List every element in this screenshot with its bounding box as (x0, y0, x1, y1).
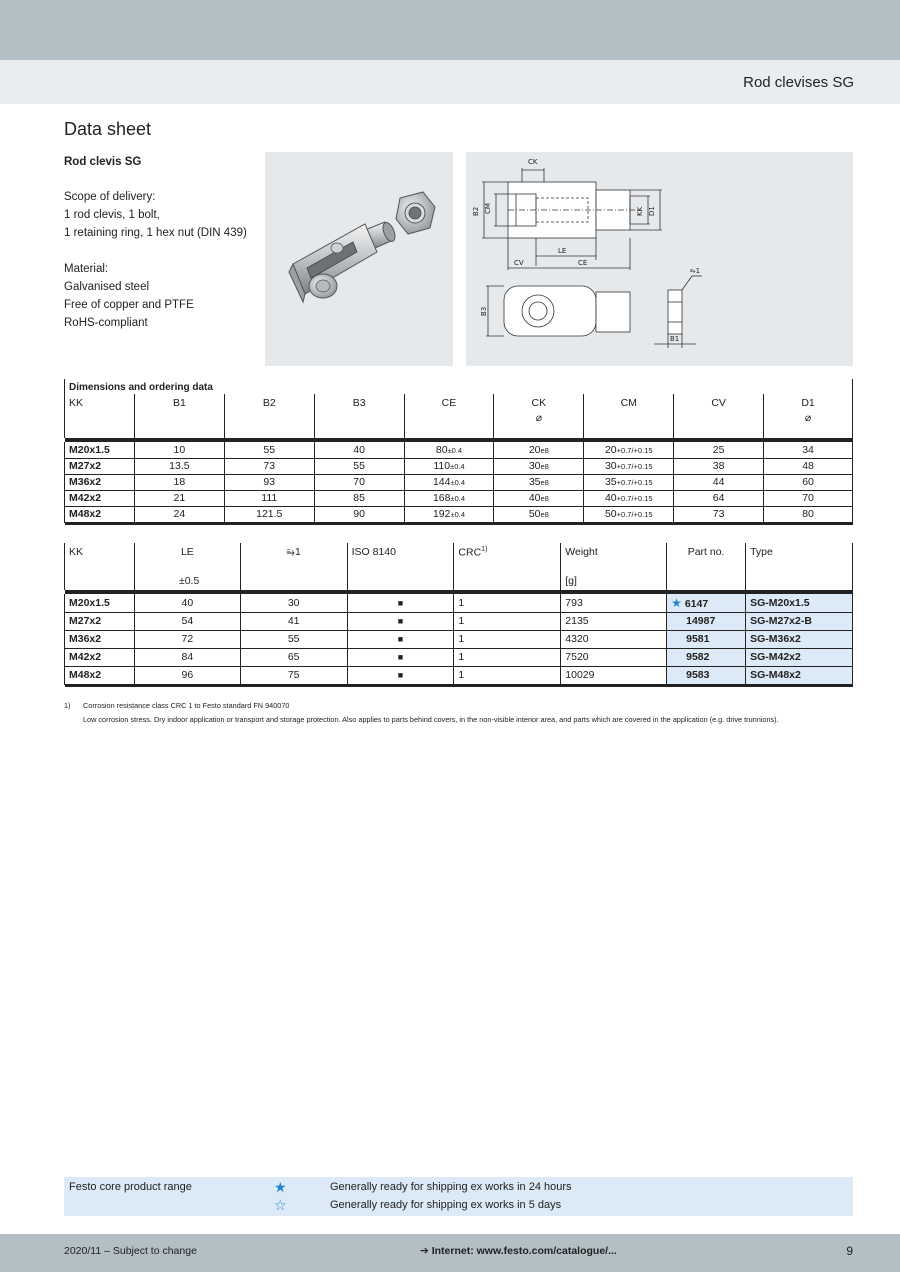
col-header: B3 (314, 394, 404, 438)
col-header-crc: CRC$^{1)}$ (454, 543, 561, 590)
cell-ck: 35e8 (494, 474, 584, 490)
label-b2: B2 (472, 206, 480, 216)
table-caption: Dimensions and ordering data (65, 379, 853, 394)
legend-24h: Generally ready for shipping ex works in 24 hours (330, 1181, 572, 1193)
cell-cm: 40+0.7/+0.15 (584, 490, 674, 506)
cell-cv: 25 (674, 442, 764, 458)
scope-line: Scope of delivery: (64, 191, 156, 203)
cell-ck: 50e8 (494, 506, 584, 522)
section-title: Rod clevises SG (743, 74, 854, 91)
col-header-wrench (240, 543, 347, 590)
cell-type: SG-M48x2 (746, 666, 853, 684)
footnote-line: Low corrosion stress. Dry indoor application or transport and storage protection. Also applies to parts behind covers, in the non-visible interior area, and parts which are covered in the application (e.g. drive trunnions). (83, 715, 779, 724)
page-number: 9 (846, 1244, 853, 1258)
cell-le: 72 (134, 630, 240, 648)
cell-cv: 64 (674, 490, 764, 506)
table-row (65, 594, 853, 612)
label-le: LE (558, 247, 567, 255)
diameter-icon: ⌀ (535, 412, 543, 424)
product-photo (265, 152, 453, 366)
table-row (65, 612, 853, 630)
legend-label: Festo core product range (69, 1181, 192, 1193)
cell-b1: 21 (134, 490, 224, 506)
cell-crc: 1 (454, 666, 561, 684)
cell-crc: 1 (454, 630, 561, 648)
cell-ce: 144±0.4 (404, 474, 494, 490)
cell-kk: M48x2 (65, 666, 135, 684)
cell-ce: 168±0.4 (404, 490, 494, 506)
footer-link[interactable]: ➔ Internet: www.festo.com/catalogue/... (420, 1245, 617, 1257)
cell-part: 14987 (667, 612, 746, 630)
cell-cv: 73 (674, 506, 764, 522)
footer-date: 2020/11 – Subject to change (64, 1245, 197, 1257)
cell-kk: M20x1.5 (65, 442, 135, 458)
col-header-type: Type (746, 543, 853, 590)
cell-iso: ■ (347, 630, 454, 648)
core-range-legend (64, 1177, 853, 1216)
cell-wrench: 30 (240, 594, 347, 612)
material-line: Material: (64, 263, 109, 275)
col-header: KK (65, 394, 135, 438)
wrench-size-icon: ⥱1 (286, 546, 301, 558)
ordering-table (64, 543, 853, 687)
col-header: B1 (134, 394, 224, 438)
table-row (65, 506, 853, 522)
col-header-iso: ISO 8140 (347, 543, 454, 590)
col-header-le: LE ±0.5 (134, 543, 240, 590)
cell-d1: 70 (764, 490, 853, 506)
col-header: CK ⌀ (494, 394, 584, 438)
cell-cm: 50+0.7/+0.15 (584, 506, 674, 522)
product-heading: Rod clevis SG (64, 156, 142, 168)
cell-kk: M20x1.5 (65, 594, 135, 612)
cell-ck: 20e8 (494, 442, 584, 458)
label-cm: CM (484, 203, 492, 214)
cell-iso: ■ (347, 612, 454, 630)
cell-cm: 30+0.7/+0.15 (584, 458, 674, 474)
cell-kk: M36x2 (65, 474, 135, 490)
cell-b2: 73 (224, 458, 314, 474)
col-header: D1 ⌀ (764, 394, 853, 438)
label-kk: KK (636, 206, 644, 216)
table-row (65, 490, 853, 506)
cell-wrench: 55 (240, 630, 347, 648)
cell-cv: 44 (674, 474, 764, 490)
cell-cm: 20+0.7/+0.15 (584, 442, 674, 458)
cell-d1: 80 (764, 506, 853, 522)
cell-kk: M36x2 (65, 630, 135, 648)
cell-part: 9583 (667, 666, 746, 684)
label-ce: CE (578, 259, 588, 267)
top-band (0, 0, 900, 60)
cell-b1: 13.5 (134, 458, 224, 474)
col-header: CM (584, 394, 674, 438)
table-row (65, 442, 853, 458)
cell-b2: 93 (224, 474, 314, 490)
table-row (65, 666, 853, 684)
cell-le: 84 (134, 648, 240, 666)
cell-b3: 55 (314, 458, 404, 474)
footnote-number: 1) (64, 701, 71, 710)
cell-kk: M48x2 (65, 506, 135, 522)
cell-ck: 30e8 (494, 458, 584, 474)
cell-type: SG-M36x2 (746, 630, 853, 648)
cell-crc: 1 (454, 648, 561, 666)
cell-iso: ■ (347, 648, 454, 666)
material-line: Free of copper and PTFE (64, 299, 194, 311)
dimensions-table (64, 379, 853, 525)
footer (0, 1234, 900, 1272)
material-line: Galvanised steel (64, 281, 150, 293)
cell-b3: 90 (314, 506, 404, 522)
label-cv: CV (514, 259, 524, 267)
cell-d1: 60 (764, 474, 853, 490)
cell-wrench: 65 (240, 648, 347, 666)
cell-wrench: 41 (240, 612, 347, 630)
cell-weight: 793 (561, 594, 667, 612)
cell-d1: 34 (764, 442, 853, 458)
scope-line: 1 retaining ring, 1 hex nut (DIN 439) (64, 227, 247, 239)
filled-star-icon: ★ (274, 1179, 287, 1195)
footnote (64, 699, 854, 727)
cell-type: SG-M20x1.5 (746, 594, 853, 612)
col-header-weight: Weight [g] (561, 543, 667, 590)
cell-ck: 40e8 (494, 490, 584, 506)
label-b3: B3 (480, 306, 488, 316)
diameter-icon: ⌀ (804, 412, 812, 424)
cell-part: ★ 6147 (667, 594, 746, 612)
technical-drawing (466, 152, 853, 366)
page-title: Data sheet (64, 119, 152, 139)
table-header (65, 543, 853, 590)
cell-b3: 70 (314, 474, 404, 490)
cell-wrench: 75 (240, 666, 347, 684)
label-ck: CK (528, 158, 538, 166)
table-row (65, 648, 853, 666)
cell-cm: 35+0.7/+0.15 (584, 474, 674, 490)
cell-b3: 40 (314, 442, 404, 458)
dimension-drawing (466, 152, 853, 366)
cell-le: 54 (134, 612, 240, 630)
cell-b2: 111 (224, 490, 314, 506)
cell-b2: 121.5 (224, 506, 314, 522)
cell-crc: 1 (454, 594, 561, 612)
cell-weight: 2135 (561, 612, 667, 630)
cell-weight: 10029 (561, 666, 667, 684)
core-star-icon: ★ (671, 595, 682, 610)
material-line: RoHS-compliant (64, 317, 148, 329)
col-header: B2 (224, 394, 314, 438)
cell-iso: ■ (347, 666, 454, 684)
cell-crc: 1 (454, 612, 561, 630)
cell-part: 9582 (667, 648, 746, 666)
label-d1: D1 (648, 206, 656, 216)
cell-ce: 192±0.4 (404, 506, 494, 522)
cell-cv: 38 (674, 458, 764, 474)
cell-b3: 85 (314, 490, 404, 506)
cell-kk: M27x2 (65, 612, 135, 630)
table-header (65, 394, 853, 438)
cell-part: 9581 (667, 630, 746, 648)
intro-block (64, 153, 259, 332)
cell-b1: 18 (134, 474, 224, 490)
legend-5d: Generally ready for shipping ex works in 5 days (330, 1199, 562, 1211)
cell-kk: M42x2 (65, 490, 135, 506)
col-header-part: Part no. (667, 543, 746, 590)
cell-ce: 80±0.4 (404, 442, 494, 458)
cell-d1: 48 (764, 458, 853, 474)
label-wrench: ⥱1 (690, 267, 701, 275)
footnote-line: Corrosion resistance class CRC 1 to Festo standard FN 940070 (83, 701, 290, 710)
cell-ce: 110±0.4 (404, 458, 494, 474)
table-row (65, 474, 853, 490)
cell-b1: 24 (134, 506, 224, 522)
cell-weight: 4320 (561, 630, 667, 648)
cell-kk: M27x2 (65, 458, 135, 474)
label-b1: B1 (670, 335, 680, 343)
col-header: CV (674, 394, 764, 438)
scope-line: 1 rod clevis, 1 bolt, (64, 209, 160, 221)
rod-clevis-illustration (265, 152, 453, 366)
header-strip (0, 60, 900, 104)
cell-iso: ■ (347, 594, 454, 612)
cell-weight: 7520 (561, 648, 667, 666)
table-row (65, 630, 853, 648)
col-header-kk: KK (65, 543, 135, 590)
cell-le: 40 (134, 594, 240, 612)
cell-le: 96 (134, 666, 240, 684)
cell-type: SG-M42x2 (746, 648, 853, 666)
outline-star-icon: ☆ (274, 1197, 287, 1213)
cell-b2: 55 (224, 442, 314, 458)
cell-b1: 10 (134, 442, 224, 458)
col-header: CE (404, 394, 494, 438)
cell-type: SG-M27x2-B (746, 612, 853, 630)
cell-kk: M42x2 (65, 648, 135, 666)
table-row (65, 458, 853, 474)
